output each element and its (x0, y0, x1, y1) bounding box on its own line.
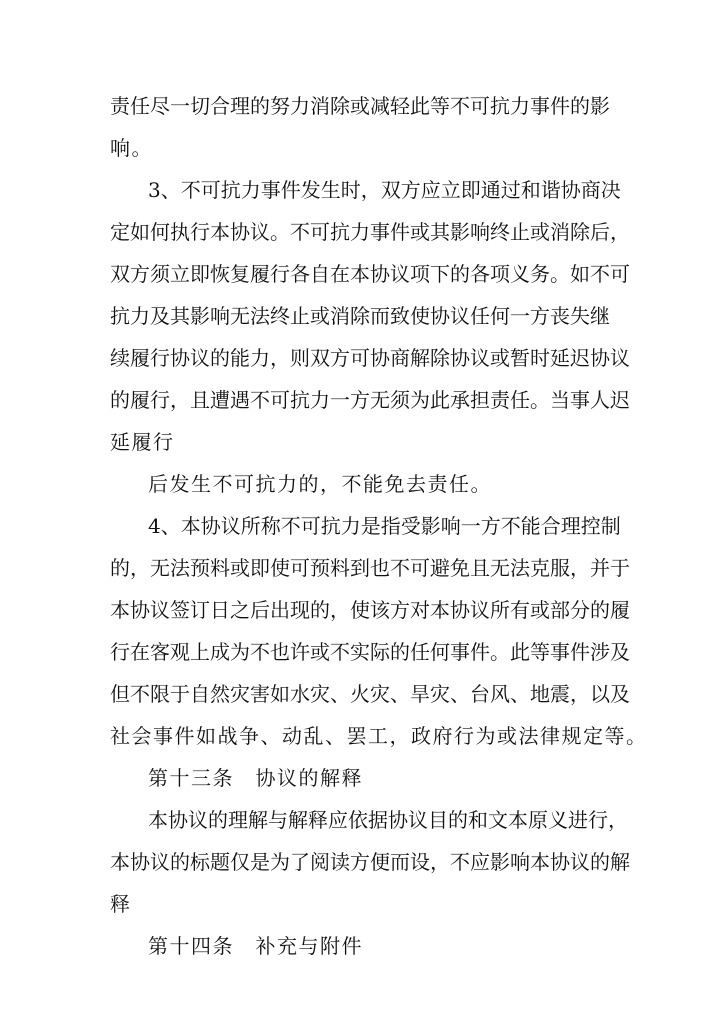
text-line: 社会事件如战争、动乱、罢工，政府行为或法律规定等。 (110, 724, 648, 748)
text-line: 但不限于自然灾害如水灾、火灾、旱灾、台风、地震，以及 (110, 682, 630, 706)
text-line: 4、本协议所称不可抗力是指受影响一方不能合理控制 (148, 514, 621, 538)
text-line: 定如何执行本协议。不可抗力事件或其影响终止或消除后， (110, 220, 630, 244)
text-line: 本协议的标题仅是为了阅读方便而设，不应影响本协议的解 (110, 850, 630, 874)
text-line: 本协议签订日之后出现的，使该方对本协议所有或部分的履 (110, 598, 630, 622)
text-line: 抗力及其影响无法终止或消除而致使协议任何一方丧失继 (110, 304, 610, 328)
text-line: 的履行，且遭遇不可抗力一方无须为此承担责任。当事人迟 (110, 388, 630, 412)
text-line: 续履行协议的能力，则双方可协商解除协议或暂时延迟协议 (110, 346, 630, 370)
text-line: 后发生不可抗力的，不能免去责任。 (148, 472, 492, 496)
text-line: 双方须立即恢复履行各自在本协议项下的各项义务。如不可 (110, 262, 630, 286)
section-heading: 第十三条 协议的解释 (148, 766, 363, 790)
text-line: 延履行 (110, 430, 175, 454)
text-line: 本协议的理解与解释应依据协议目的和文本原义进行， (148, 808, 628, 832)
text-line: 责任尽一切合理的努力消除或减轻此等不可抗力事件的影 (110, 94, 610, 118)
text-line: 响。 (110, 136, 153, 160)
text-line: 释 (110, 892, 132, 916)
text-line: 3、不可抗力事件发生时，双方应立即通过和谐协商决 (148, 178, 621, 202)
text-line: 行在客观上成为不也许或不实际的任何事件。此等事件涉及 (110, 640, 630, 664)
text-line: 的，无法预料或即使可预料到也不可避免且无法克服，并于 (110, 556, 630, 580)
section-heading: 第十四条 补充与附件 (148, 934, 363, 958)
